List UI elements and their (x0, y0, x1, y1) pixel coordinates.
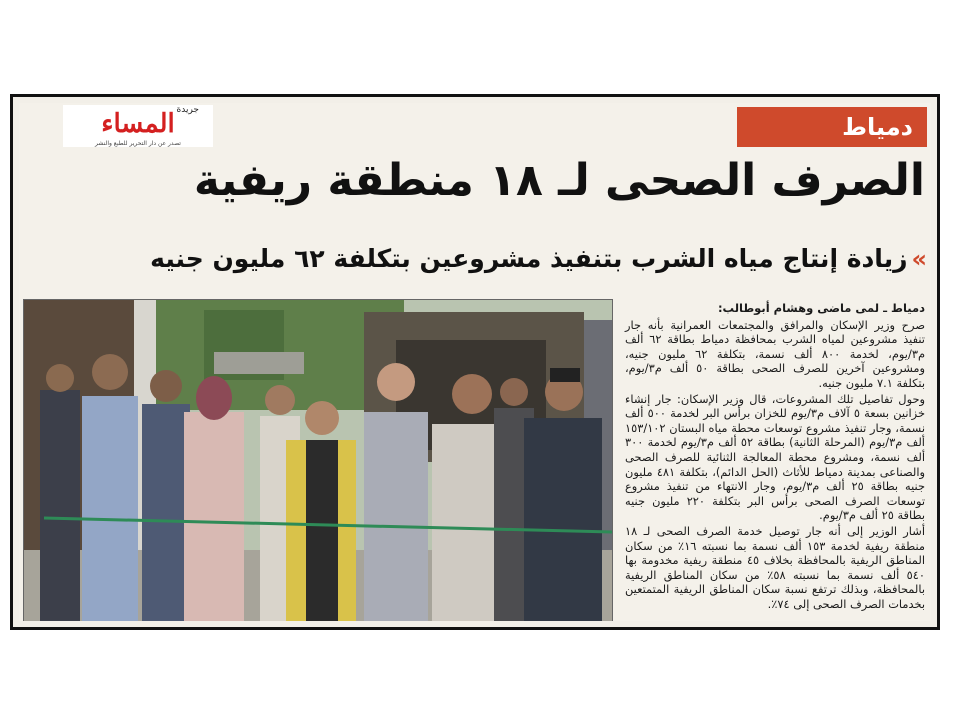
photo-illustration (24, 300, 612, 621)
headline: الصرف الصحى لـ ١٨ منطقة ريفية (193, 155, 925, 206)
logo-tagline: تصدر عن دار التحرير للطبع والنشر (95, 140, 181, 147)
byline: دمياط ـ لمى ماضى وهشام أبوطالب: (717, 301, 925, 315)
newspaper-logo (63, 105, 213, 147)
logo-name: المساء (101, 109, 175, 139)
article-body (625, 301, 925, 612)
section-tag: دمياط (737, 107, 927, 147)
logo-small-text: جريدة (176, 105, 199, 115)
article-paragraph: وحول تفاصيل تلك المشروعات، قال وزير الإسكان: جار إنشاء خزانين بسعة ٥ آلاف م٣/يوم للخزان برأس البر لخدمة ٥٠٠ ألف نسمة، وجار تنفيذ مشروع توسعات محطة مياه البستان ١٥٣/١٠٢ ألف م٣/يوم (المرحلة الثانية) بطاقة ٥٢ ألف م٣/يوم لخدمة ٣٠٠ ألف نسمة، ومشروع محطة المعالجة الثنائية للصرف الصحى والصناعى بمدينة دمياط للأثاث (الحل الدائم)، بتكلفة ٤٨١ مليون جنيه بطاقة ٢٥ ألف م٣/يوم، وجار الانتهاء من تنفيذ مشروع توسعات الصرف الصحى برأس البر بتكلفة ٢٢٠ مليون جنيه بطاقة ٢٥ ألف م٣/يوم. (625, 391, 926, 523)
newspaper-clipping (10, 94, 940, 630)
ribbon-cutting-photo (23, 299, 613, 621)
article-paragraph: صرح وزير الإسكان والمرافق والمجتمعات العمرانية بأنه جار تنفيذ مشروعين لمياه الشرب بمحافظة دمياط بطاقة ٦٢ ألف م٣/يوم، لخدمة ٨٠٠ ألف نسمة، بتكلفة ٦٢ مليون جنيه، ومشروعين آخرين للصرف الصحى بطاقة ٥٠ ألف م٣/يوم، بتكلفة ٧.١ مليون جنيه. (625, 317, 925, 390)
clipping-page (19, 103, 931, 621)
subheadline: زيادة إنتاج مياه الشرب بتنفيذ مشروعين بتكلفة ٦٢ مليون جنيه (150, 244, 908, 273)
article-paragraph: أشار الوزير إلى أنه جار توصيل خدمة الصرف الصحى لـ ١٨ منطقة ريفية لخدمة ١٥٣ ألف نسمة بما نسبته ١٦٪ من سكان المناطق الريفية بالمحافظة بخلاف ٤٥ منطقة ريفية مخدومة بها ٥٤٠ ألف نسمة بما نسبته ٥٨٪ من سكان المناطق الريفية بالمحافظة، وبذلك ترتفع نسبة سكان المناطق الريفية المتمتعين بخدمات الصرف الصحى إلى ٧٤٪. (625, 523, 926, 611)
subheadline-row (27, 239, 927, 279)
double-chevron-icon: » (911, 245, 927, 273)
